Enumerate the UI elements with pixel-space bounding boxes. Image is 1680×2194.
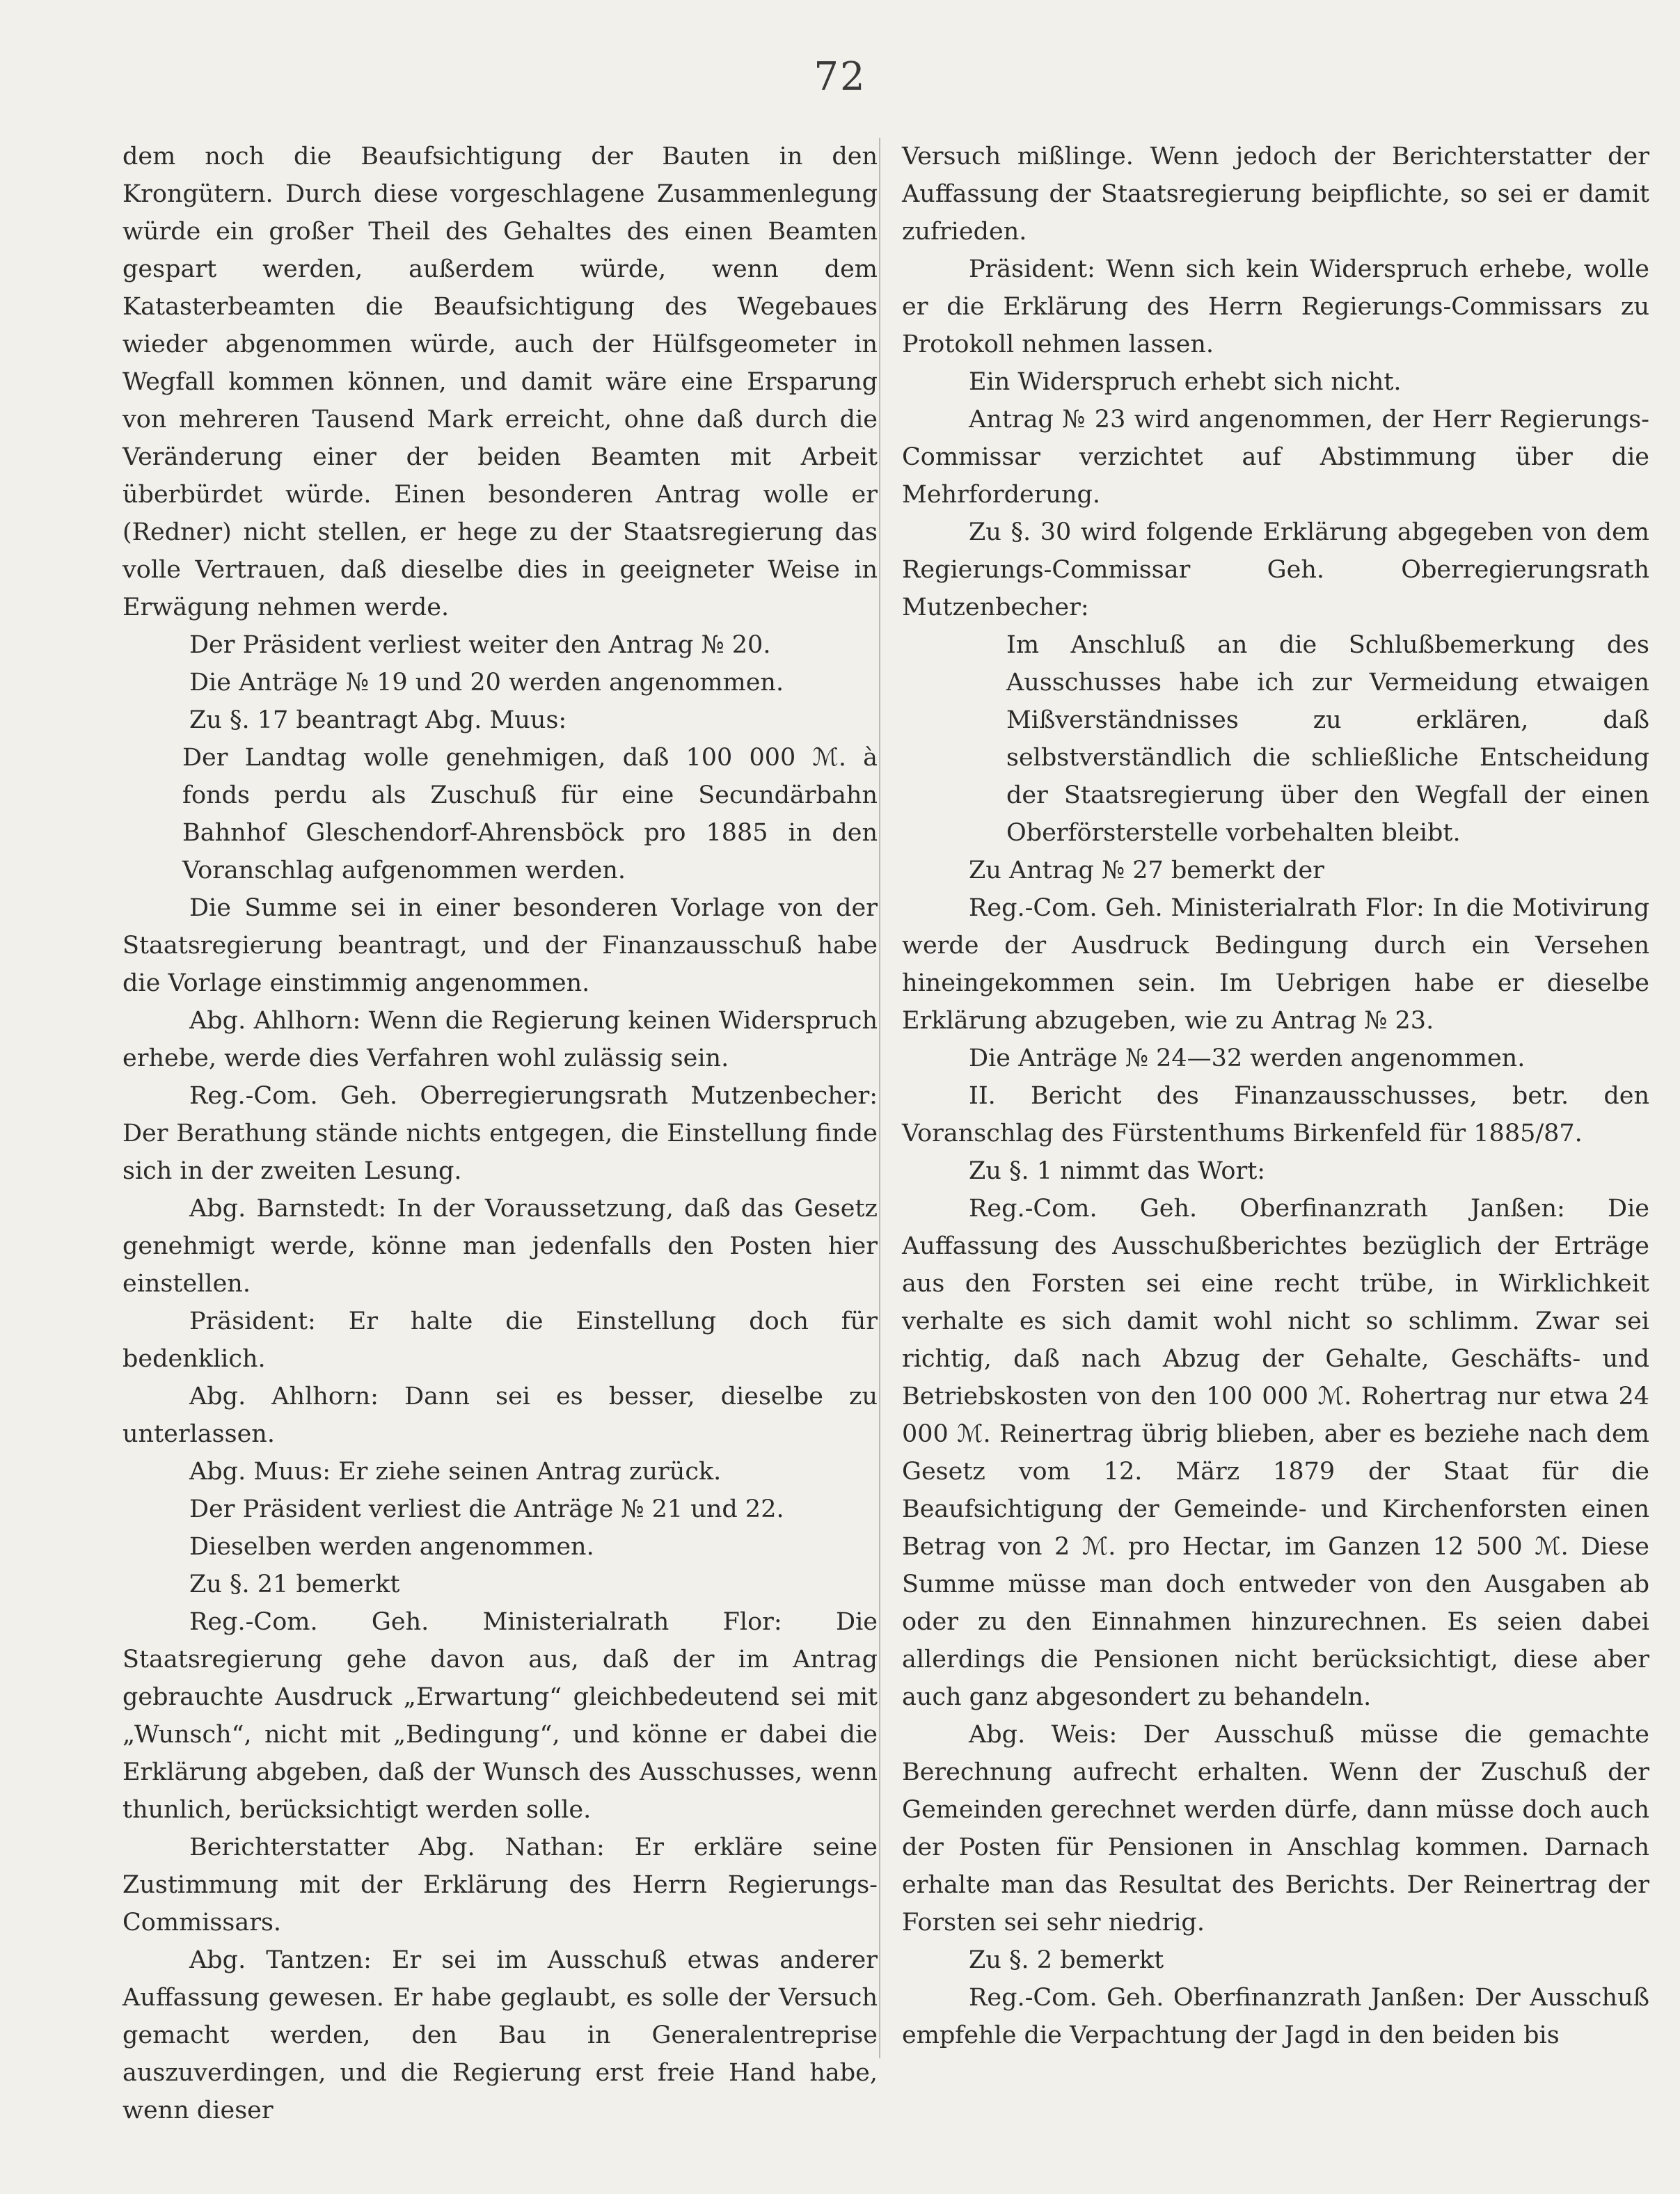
paragraph: Präsident: Wenn sich kein Widerspruch erhebe, wolle er die Erklärung des Herrn Regierungs-Commissars zu Protokoll nehmen lassen. [902,255,1649,358]
paragraph: Zu §. 2 bemerkt [969,1946,1164,1974]
paragraph: Die Summe sei in einer besonderen Vorlage von der Staatsregierung beantragt, und der Finanzausschuß habe die Vorlage einstimmig angenommen. [122,894,878,997]
paragraph: Abg. Barnstedt: In der Voraussetzung, daß das Gesetz genehmigt werde, könne man jedenfalls den Posten hier einstellen. [122,1195,878,1298]
paragraph: Zu §. 17 beantragt Abg. Muus: [189,706,567,734]
paragraph: Zu Antrag № 27 bemerkt der [969,857,1324,884]
paragraph: Zu §. 30 wird folgende Erklärung abgegeben von dem Regierungs-Commissar Geh. Oberregierungsrath Mutzenbecher: [902,518,1649,621]
paragraph: Reg.-Com. Geh. Oberfinanzrath Janßen: Der Ausschuß empfehle die Verpachtung der Jagd in den beiden bis [902,1984,1649,2049]
paragraph: Der Präsident verliest weiter den Antrag № 20. [189,631,771,659]
paragraph: II. Bericht des Finanzausschusses, betr. den Voranschlag des Fürstenthums Birkenfeld für 1885/87. [902,1082,1649,1147]
quoted-declaration: Im Anschluß an die Schlußbemerkung des Ausschusses habe ich zur Vermeidung etwaigen Mißverständnisses zu erklären, daß selbstverständlich die schließliche Entscheidung der Staatsregierung über den Wegfall der einen Oberförsterstelle vorbehalten bleibt. [1006,631,1649,847]
paragraph: Abg. Ahlhorn: Dann sei es besser, dieselbe zu unterlassen. [122,1383,878,1448]
paragraph: Reg.-Com. Geh. Ministerialrath Flor: In die Motivirung werde der Ausdruck Bedingung durch ein Versehen hineingekommen sein. Im Uebrigen habe er dieselbe Erklärung abzugeben, wie zu Antrag № 23. [902,894,1649,1035]
paragraph: Abg. Muus: Er ziehe seinen Antrag zurück. [189,1458,722,1486]
paragraph: Abg. Tantzen: Er sei im Ausschuß etwas anderer Auffassung gewesen. Er habe geglaubt, es solle der Versuch gemacht werden, den Bau in Generalentreprise auszuverdingen, und die Regierung erst freie Hand habe, wenn dieser [122,1946,878,2124]
paragraph: Abg. Ahlhorn: Wenn die Regierung keinen Widerspruch erhebe, werde dies Verfahren wohl zulässig sein. [122,1007,878,1072]
paragraph: Reg.-Com. Geh. Ministerialrath Flor: Die Staatsregierung gehe davon aus, daß der im Antrag gebrauchte Ausdruck „Erwartung“ gleichbedeutend sei mit „Wunsch“, nicht mit „Bedingung“, und könne er dabei die Erklärung abgeben, daß der Wunsch des Ausschusses, wenn thunlich, berücksichtigt werden solle. [122,1608,878,1824]
paragraph: Dieselben werden angenommen. [189,1533,594,1561]
paragraph: Versuch mißlinge. Wenn jedoch der Berichterstatter der Auffassung der Staatsregierung beipflichte, so sei er damit zufrieden. [902,143,1649,246]
paragraph: Reg.-Com. Geh. Oberregierungsrath Mutzenbecher: Der Berathung stände nichts entgegen, die Einstellung finde sich in der zweiten Lesung. [122,1082,878,1185]
paragraph: Die Anträge № 24—32 werden angenommen. [969,1044,1526,1072]
paragraph: Abg. Weis: Der Ausschuß müsse die gemachte Berechnung aufrecht erhalten. Wenn der Zuschuß der Gemeinden gerechnet werden dürfe, dann müsse doch auch der Posten für Pensionen in Anschlag kommen. Darnach erhalte man das Resultat des Berichts. Der Reinertrag der Forsten sei sehr niedrig. [902,1721,1649,1937]
page-number: 72 [814,54,866,100]
paragraph: Präsident: Er halte die Einstellung doch für bedenklich. [122,1307,878,1373]
paragraph: dem noch die Beaufsichtigung der Bauten in den Krongütern. Durch diese vorgeschlagene Zusammenlegung würde ein großer Theil des Gehaltes des einen Beamten gespart werden, außerdem würde, wenn dem Katasterbeamten die Beaufsichtigung des Wegebaues wieder abgenommen würde, auch der Hülfsgeometer in Wegfall kommen können, und damit wäre eine Ersparung von mehreren Tausend Mark erreicht, ohne daß durch die Veränderung einer der beiden Beamten mit Arbeit überbürdet würde. Einen besonderen Antrag wolle er (Redner) nicht stellen, er hege zu der Staatsregierung das volle Vertrauen, daß dieselbe dies in geeigneter Weise in Erwägung nehmen werde. [122,143,878,621]
left-column [122,138,878,2129]
paragraph: Berichterstatter Abg. Nathan: Er erkläre seine Zustimmung mit der Erklärung des Herrn Regierungs-Commissars. [122,1834,878,1937]
column-divider [879,138,880,2058]
quoted-motion: Der Landtag wolle genehmigen, daß 100 000 ℳ. à fonds perdu als Zuschuß für eine Secundärbahn Bahnhof Gleschendorf-Ahrensböck pro 1885 in den Voranschlag aufgenommen werden. [182,744,878,884]
paragraph: Zu §. 1 nimmt das Wort: [969,1157,1266,1185]
paragraph: Ein Widerspruch erhebt sich nicht. [969,368,1402,396]
paragraph: Zu §. 21 bemerkt [189,1571,400,1598]
paragraph: Antrag № 23 wird angenommen, der Herr Regierungs-Commissar verzichtet auf Abstimmung über die Mehrforderung. [902,406,1649,509]
paragraph: Der Präsident verliest die Anträge № 21 und 22. [189,1495,784,1523]
paragraph: Reg.-Com. Geh. Oberfinanzrath Janßen: Die Auffassung des Ausschußberichtes bezüglich der Erträge aus den Forsten sei eine recht trübe, in Wirklichkeit verhalte es sich damit wohl nicht so schlimm. Zwar sei richtig, daß nach Abzug der Gehalte, Geschäfts- und Betriebskosten von den 100 000 ℳ. Rohertrag nur etwa 24 000 ℳ. Reinertrag übrig blieben, aber es beziehe nach dem Gesetz vom 12. März 1879 der Staat für die Beaufsichtigung der Gemeinde- und Kirchenforsten einen Betrag von 2 ℳ. pro Hectar, im Ganzen 12 500 ℳ. Diese Summe müsse man doch entweder von den Ausgaben ab oder zu den Einnahmen hinzurechnen. Es seien dabei allerdings die Pensionen nicht berücksichtigt, diese aber auch ganz abgesondert zu behandeln. [902,1195,1649,1711]
paragraph: Die Anträge № 19 und 20 werden angenommen. [189,669,784,697]
right-column [902,138,1649,2054]
